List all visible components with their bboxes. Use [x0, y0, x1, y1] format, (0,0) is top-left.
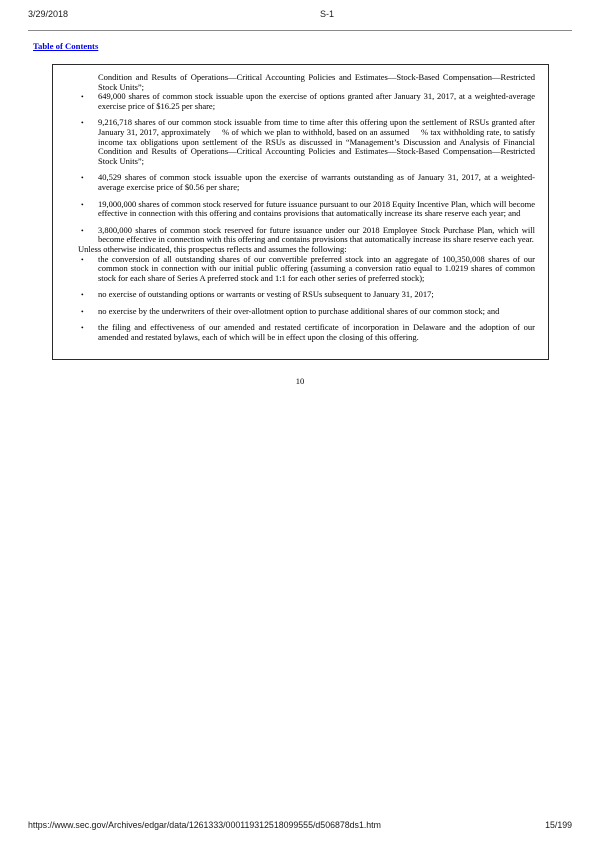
bullet-icon: •	[81, 118, 84, 128]
table-of-contents-link[interactable]: Table of Contents	[33, 41, 99, 51]
bullet-icon: •	[81, 306, 84, 316]
list-item	[78, 226, 535, 245]
bullet-icon: •	[81, 290, 84, 300]
bullet-icon: •	[81, 323, 84, 333]
bullet-icon: •	[81, 173, 84, 183]
list-item-text: 3,800,000 shares of common stock reserved for future issuance under our 2018 Employee Stock Purchase Plan, which will become effective in connection with this offering and contains provisions that automatically increase its share reserve each year.	[98, 224, 535, 245]
continuation-paragraph: Condition and Results of Operations—Critical Accounting Policies and Estimates—Stock-Based Compensation—Restricted Stock Units”;	[98, 72, 535, 92]
share-counts-bullet-list	[78, 92, 535, 245]
list-item-text: no exercise of outstanding options or warrants or vesting of RSUs subsequent to January 31, 2017;	[98, 289, 434, 300]
bullet-icon: •	[81, 254, 84, 264]
list-item	[78, 92, 535, 111]
list-item	[78, 323, 535, 342]
list-item	[78, 118, 535, 166]
prospectus-text-box	[52, 64, 549, 360]
list-item	[78, 307, 535, 317]
list-item	[78, 290, 535, 300]
list-item-text: 649,000 shares of common stock issuable upon the exercise of options granted after January 31, 2017, at a weighted-average exercise price of $16.25 per share;	[98, 91, 535, 111]
list-item	[78, 173, 535, 192]
list-item-text: the conversion of all outstanding shares of our convertible preferred stock into an aggregate of 100,350,008 shares of our common stock in connection with our initial public offering (assuming a conversion ratio equal to 1.0219 shares of common stock for each share of Series A preferred stock and 1:1 for each other series of preferred stock);	[98, 253, 535, 283]
list-item-text: 40,529 shares of common stock issuable upon the exercise of warrants outstanding as of January 31, 2017, at a weighted-average exercise price of $0.56 per share;	[98, 172, 535, 192]
list-item-text: 9,216,718 shares of our common stock issuable from time to time after this offering upon the settlement of RSUs granted after January 31, 2017, approximately % of which we plan to withhold, based on an assumed % tax withholding rate, to satisfy income tax obligations upon settlement of the RSUs as discussed in “Management’s Discussion and Analysis of Financial Condition and Results of Operations—Critical Accounting Policies and Estimates—Stock-Based Compensation—Restricted Stock Units”;	[98, 117, 535, 166]
page-number: 10	[295, 376, 305, 386]
source-url: https://www.sec.gov/Archives/edgar/data/1261333/000119312518099555/d506878ds1.htm	[28, 820, 381, 830]
bullet-icon: •	[81, 199, 84, 209]
bullet-icon: •	[81, 92, 84, 102]
assumptions-bullet-list	[78, 255, 535, 343]
print-header	[0, 9, 600, 23]
page-indicator: 15/199	[545, 820, 572, 830]
list-item	[78, 255, 535, 284]
print-footer	[28, 820, 572, 830]
print-date: 3/29/2018	[28, 9, 69, 19]
list-item-text: no exercise by the underwriters of their over-allotment option to purchase additional shares of our common stock; and	[98, 305, 500, 316]
list-item-text: the filing and effectiveness of our amended and restated certificate of incorporation in Delaware and the adoption of our amended and restated bylaws, each of which will be in effect upon the closing of this offering.	[98, 322, 535, 343]
document-type-label: S-1	[319, 9, 335, 19]
list-item	[78, 200, 535, 219]
list-item-text: 19,000,000 shares of common stock reserved for future issuance pursuant to our 2018 Equity Incentive Plan, which will become effective in connection with this offering and contains provisions that automatically increase its share reserve each year; and	[98, 198, 535, 219]
bullet-icon: •	[81, 225, 84, 235]
assumptions-intro-paragraph: Unless otherwise indicated, this prospectus reflects and assumes the following:	[78, 243, 347, 254]
header-divider	[28, 30, 572, 31]
